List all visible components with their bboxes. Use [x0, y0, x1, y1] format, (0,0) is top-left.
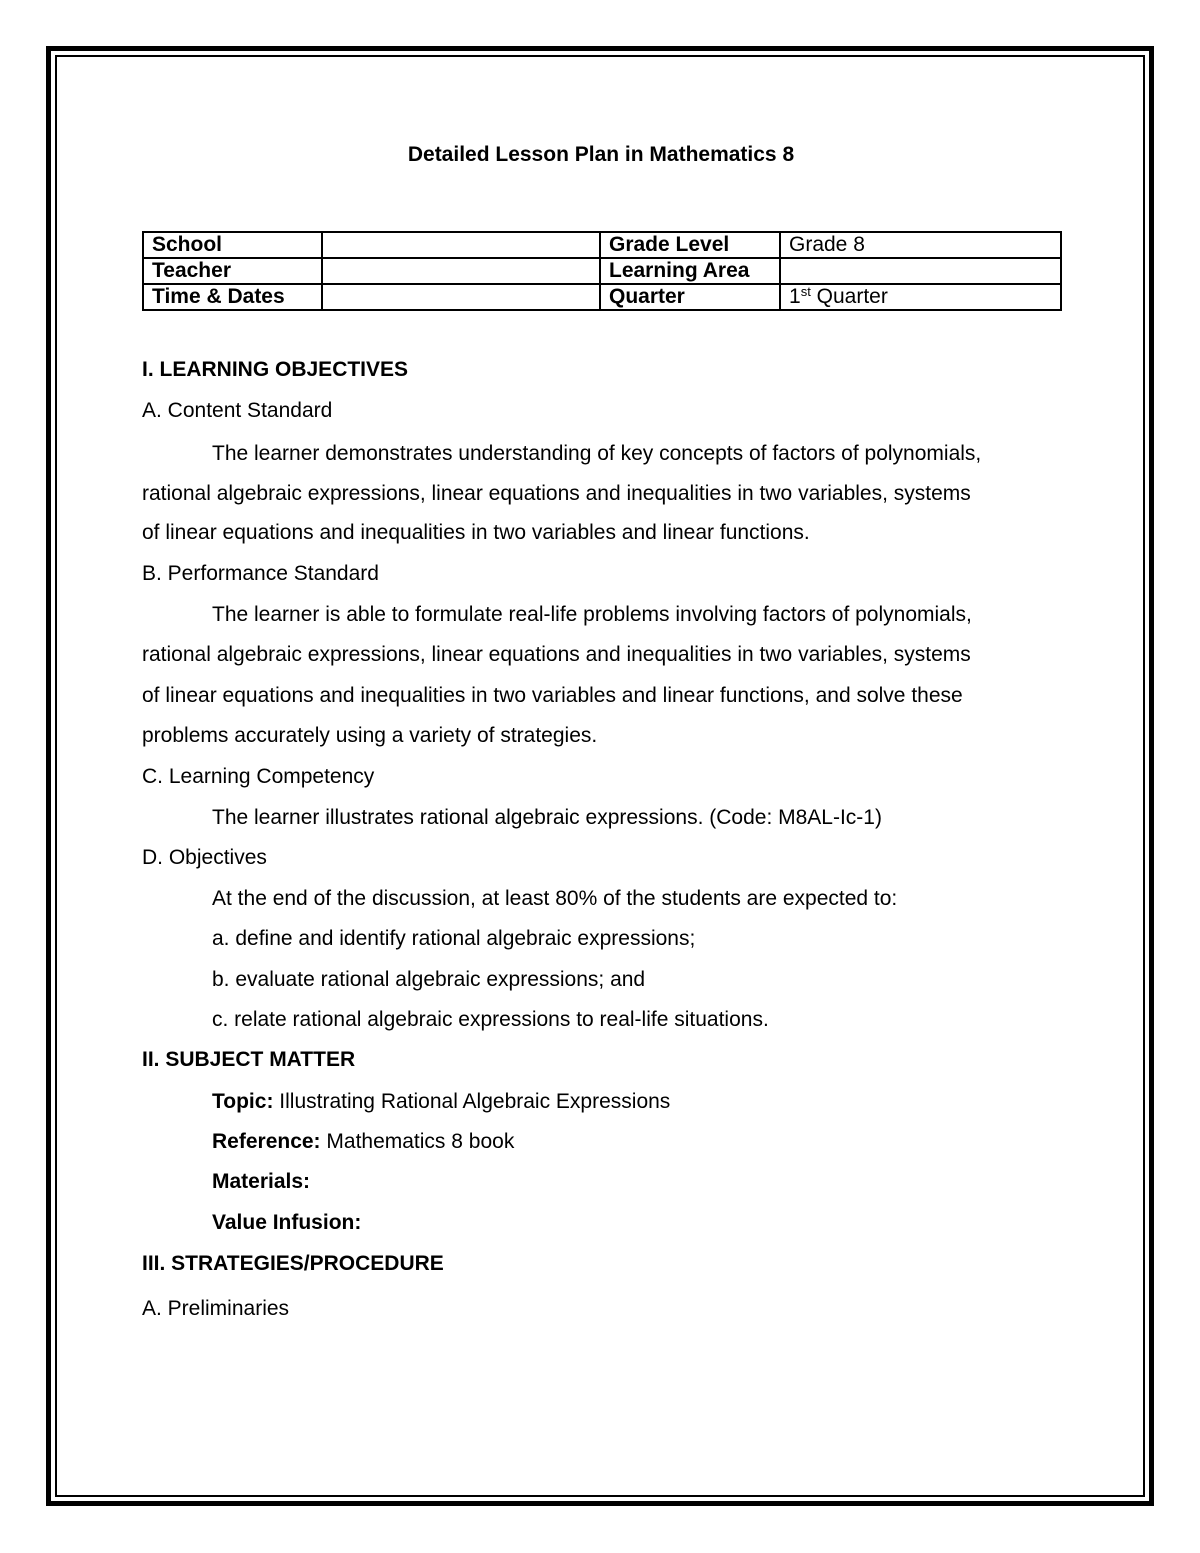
teacher-label: Teacher	[143, 258, 322, 284]
time-dates-value	[322, 284, 600, 310]
reference-label: Reference:	[212, 1130, 321, 1153]
materials-label: Materials:	[212, 1170, 311, 1193]
objective-item: a. define and identify rational algebraic expressions;	[212, 927, 696, 950]
section-3-heading: III. STRATEGIES/PROCEDURE	[142, 1252, 444, 1275]
time-dates-label: Time & Dates	[143, 284, 322, 310]
objectives-intro: At the end of the discussion, at least 80% of the students are expected to:	[212, 887, 898, 910]
table-row	[143, 258, 1061, 284]
reference-value: Mathematics 8 book	[320, 1130, 515, 1153]
quarter-ordinal: st	[800, 284, 811, 299]
section-2-heading: II. SUBJECT MATTER	[142, 1048, 356, 1071]
topic-label: Topic:	[212, 1090, 274, 1113]
teacher-value	[322, 258, 600, 284]
quarter-label: Quarter	[600, 284, 780, 310]
learning-area-label: Learning Area	[600, 258, 780, 284]
objective-item: c. relate rational algebraic expressions to real-life situations.	[212, 1008, 769, 1031]
section-1-heading: I. LEARNING OBJECTIVES	[142, 358, 409, 381]
learning-area-value	[780, 258, 1061, 284]
content-standard-line-1: The learner demonstrates understanding of key concepts of factors of polynomials,	[212, 442, 982, 465]
topic-line	[212, 1089, 670, 1115]
content-standard-line-2: rational algebraic expressions, linear equations and inequalities in two variables, systems	[142, 482, 971, 505]
quarter-number: 1	[789, 285, 801, 308]
quarter-text: Quarter	[810, 285, 888, 308]
school-value	[322, 232, 600, 258]
performance-standard-line-3: of linear equations and inequalities in two variables and linear functions, and solve these	[142, 684, 963, 707]
value-infusion-label: Value Infusion:	[212, 1211, 362, 1234]
performance-standard-line-2: rational algebraic expressions, linear equations and inequalities in two variables, systems	[142, 643, 971, 666]
performance-standard-line-4: problems accurately using a variety of strategies.	[142, 724, 598, 747]
learning-competency-label: C. Learning Competency	[142, 765, 375, 788]
performance-standard-line-1: The learner is able to formulate real-life problems involving factors of polynomials,	[212, 603, 972, 626]
learning-competency-text: The learner illustrates rational algebraic expressions. (Code: M8AL-Ic-1)	[212, 806, 882, 829]
grade-level-label: Grade Level	[600, 232, 780, 258]
table-row	[143, 284, 1061, 310]
document-title: Detailed Lesson Plan in Mathematics 8	[407, 143, 795, 166]
lesson-info-table	[142, 231, 1062, 311]
content-standard-line-3: of linear equations and inequalities in two variables and linear functions.	[142, 521, 810, 544]
objectives-label: D. Objectives	[142, 846, 267, 869]
table-row	[143, 232, 1061, 258]
grade-level-value: Grade 8	[780, 232, 1061, 258]
preliminaries-label: A. Preliminaries	[142, 1297, 290, 1320]
topic-value: Illustrating Rational Algebraic Expressions	[273, 1090, 671, 1113]
performance-standard-label: B. Performance Standard	[142, 562, 379, 585]
content-standard-label: A. Content Standard	[142, 399, 333, 422]
quarter-value	[780, 284, 1061, 310]
school-label: School	[143, 232, 322, 258]
objective-item: b. evaluate rational algebraic expressions; and	[212, 968, 646, 991]
reference-line	[212, 1129, 514, 1155]
